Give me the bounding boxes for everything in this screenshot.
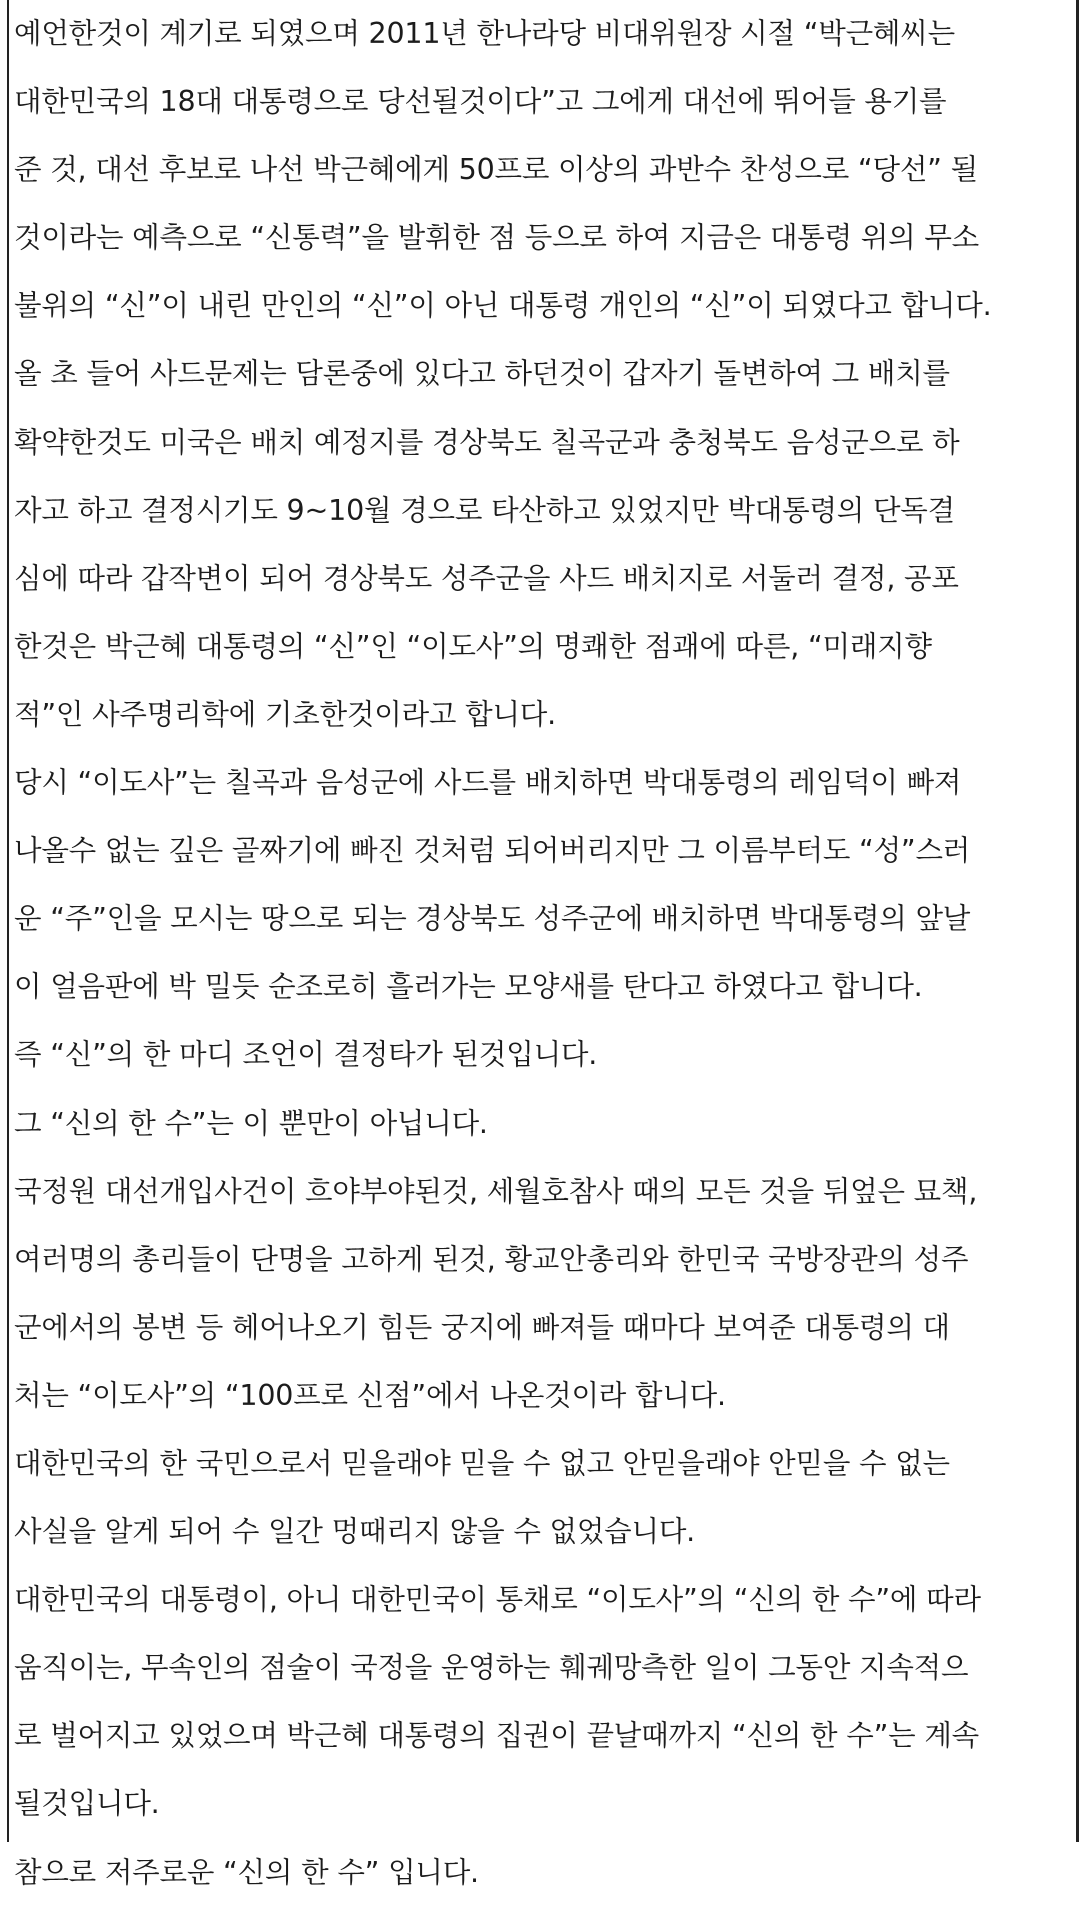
text-line: 움직이는, 무속인의 점술이 국정을 운영하는 훼궤망측한 일이 그동안 지속적으: [14, 1651, 969, 1685]
text-line: 군에서의 봉변 등 헤어나오기 힘든 궁지에 빠져들 때마다 보여준 대통령의 대: [14, 1310, 950, 1344]
text-line: 당시 “이도사”는 칠곡과 음성군에 사드를 배치하면 박대통령의 레임덕이 빠져: [14, 766, 962, 800]
text-line: 참으로 저주로운 “신의 한 수” 입니다.: [14, 1855, 479, 1889]
text-line: 불위의 “신”이 내린 만인의 “신”이 아닌 대통령 개인의 “신”이 되였다고 합니다.: [14, 289, 992, 323]
text-line: 운 “주”인을 모시는 땅으로 되는 경상북도 성주군에 배치하면 박대통령의 앞날: [14, 902, 971, 936]
text-line: 준 것, 대선 후보로 나선 박근혜에게 50프로 이상의 과반수 찬성으로 “당선” 될: [14, 153, 978, 187]
text-line: 로 벌어지고 있었으며 박근혜 대통령의 집권이 끝날때까지 “신의 한 수”는 계속: [14, 1719, 979, 1753]
text-line: 국정원 대선개입사건이 흐야부야된것, 세월호참사 때의 모든 것을 뒤엎은 묘책,: [14, 1174, 978, 1208]
text-line: 즉 “신”의 한 마디 조언이 결정타가 된것입니다.: [14, 1038, 598, 1072]
text-line: 이 얼음판에 박 밀듯 순조로히 흘러가는 모양새를 탄다고 하였다고 합니다.: [14, 970, 923, 1004]
text-line: 대한민국의 18대 대통령으로 당선될것이다”고 그에게 대선에 뛰어들 용기를: [14, 85, 947, 119]
text-line: 자고 하고 결정시기도 9~10월 경으로 타산하고 있었지만 박대통령의 단독결: [14, 493, 955, 527]
text-line: 사실을 알게 되어 수 일간 멍때리지 않을 수 없었습니다.: [14, 1515, 696, 1549]
text-line: 대한민국의 대통령이, 아니 대한민국이 통채로 “이도사”의 “신의 한 수”에 따라: [14, 1583, 981, 1617]
left-border: [7, 0, 9, 1842]
text-line: 올 초 들어 사드문제는 담론중에 있다고 하던것이 갑자기 돌변하여 그 배치를: [14, 357, 950, 391]
text-line: 그 “신의 한 수”는 이 뿐만이 아닙니다.: [14, 1106, 488, 1140]
text-line: 나올수 없는 깊은 골짜기에 빠진 것처럼 되어버리지만 그 이름부터도 “성”스러: [14, 834, 971, 868]
text-line: 확약한것도 미국은 배치 예정지를 경상북도 칠곡군과 충청북도 음성군으로 하: [14, 425, 960, 459]
text-line: 예언한것이 계기로 되였으며 2011년 한나라당 비대위원장 시절 “박근혜씨는: [14, 17, 955, 50]
text-line: 대한민국의 한 국민으로서 믿을래야 믿을 수 없고 안믿을래야 안믿을 수 없는: [14, 1446, 950, 1480]
text-line: 적”인 사주명리학에 기초한것이라고 합니다.: [14, 697, 556, 731]
text-line: 여러명의 총리들이 단명을 고하게 된것, 황교안총리와 한민국 국방장관의 성주: [14, 1242, 969, 1276]
text-line: 심에 따라 갑작변이 되어 경상북도 성주군을 사드 배치지로 서둘러 결정, 공포: [14, 561, 959, 595]
text-line: 한것은 박근혜 대통령의 “신”인 “이도사”의 명쾌한 점괘에 따른, “미래지향: [14, 629, 932, 663]
text-line: 것이라는 예측으로 “신통력”을 발휘한 점 등으로 하여 지금은 대통령 위의 무소: [14, 221, 979, 255]
text-line: 처는 “이도사”의 “100프로 신점”에서 나온것이라 합니다.: [14, 1378, 726, 1412]
body-text: [14, 0, 1069, 1907]
text-line: 될것입니다.: [14, 1787, 160, 1821]
